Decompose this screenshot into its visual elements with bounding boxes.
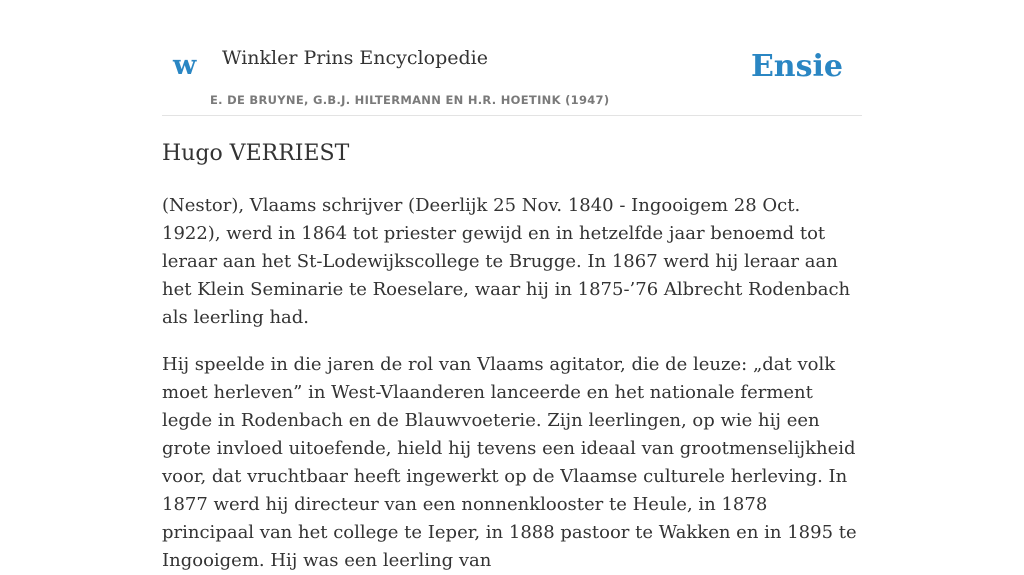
article-body [162,138,862,575]
article-title: Hugo VERRIEST [162,141,350,166]
source-authors: E. DE BRUYNE, G.B.J. HILTERMANN EN H.R. HOETINK (1947) [210,93,610,107]
ensie-logo[interactable]: Ensie [750,49,843,84]
source-header [162,40,862,116]
winkler-prins-logo[interactable]: w [173,50,197,81]
article-paragraph-2: Hij speelde in die jaren de rol van Vlaams agitator, die de leuze: „dat volk moet herleven” in West-Vlaanderen lanceerde en het nationale ferment legde in Rodenbach en de Blauwvoeterie. Zijn leerlingen, op wie hij een grote invloed uitoefende, hield hij tevens een ideaal van grootmenselijkheid voor, dat vruchtbaar heeft ingewerkt op de Vlaamse culturele herleving. In 1877 werd hij directeur van een nonnenklooster te Heule, in 1878 principaal van het college te Ieper, in 1888 pastoor te Wakken en in 1895 te Ingooigem. Hij was een leerling van [162,354,857,571]
source-title-link[interactable]: Winkler Prins Encyclopedie [222,47,488,69]
article-paragraph-1: (Nestor), Vlaams schrijver (Deerlijk 25 Nov. 1840 - Ingooigem 28 Oct. 1922), werd in 1864 tot priester gewijd en in hetzelfde jaar benoemd tot leraar aan het St-Lodewijkscollege te Brugge. In 1867 werd hij leraar aan het Klein Seminarie te Roeselare, waar hij in 1875-’76 Albrecht Rodenbach als leerling had. [162,195,851,328]
